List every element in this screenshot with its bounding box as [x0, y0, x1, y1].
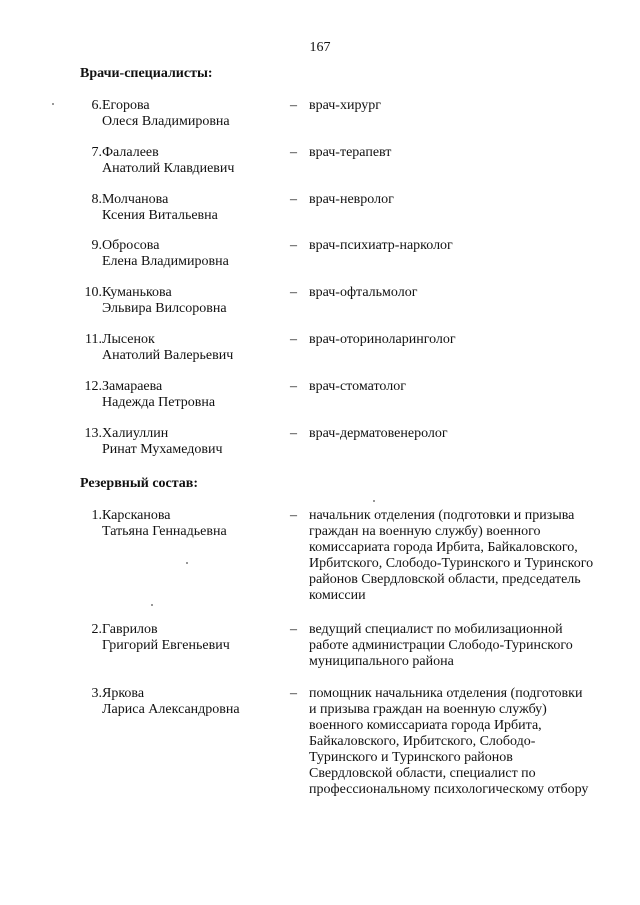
role-text: врач-стоматолог — [309, 379, 406, 394]
dash: – — [290, 622, 297, 637]
role-text: помощник начальника отделения (подготовки и призыва граждан на военную службу) военного комиссариата города Ирбита, Байкаловского, Ирбитского, Слободо- Туринского и Туринского районов Свердловской области, специалист по профессиональному психологическому отбору — [309, 686, 589, 797]
role-text: врач-психиатр-нарколог — [309, 238, 453, 253]
role-text: ведущий специалист по мобилизационной работе администрации Слободо-Туринского муниципального района — [309, 622, 573, 669]
role-text: врач-терапевт — [309, 145, 392, 160]
item-number: 6. — [91, 98, 102, 113]
role-text: врач-оториноларинголог — [309, 332, 456, 347]
scan-speck — [151, 604, 153, 606]
person-name: Лысенок Анатолий Валерьевич — [102, 332, 234, 363]
dash: – — [290, 379, 297, 394]
item-number: 3. — [91, 686, 102, 701]
dash: – — [290, 145, 297, 160]
person-name: Карсканова Татьяна Геннадьевна — [102, 508, 227, 539]
person-name: Халиуллин Ринат Мухамедович — [102, 426, 223, 457]
item-number: 10. — [84, 285, 102, 300]
item-number: 13. — [84, 426, 102, 441]
person-name: Яркова Лариса Александровна — [102, 686, 240, 717]
scan-speck — [373, 500, 375, 502]
section-heading-reserve: Резервный состав: — [80, 476, 199, 491]
item-number: 12. — [84, 379, 102, 394]
dash: – — [290, 508, 297, 523]
person-name: Фалалеев Анатолий Клавдиевич — [102, 145, 235, 176]
person-name: Гаврилов Григорий Евгеньевич — [102, 622, 230, 653]
scan-speck — [186, 562, 188, 564]
dash: – — [290, 98, 297, 113]
person-name: Молчанова Ксения Витальевна — [102, 192, 218, 223]
item-number: 11. — [85, 332, 102, 347]
dash: – — [290, 192, 297, 207]
item-number: 1. — [91, 508, 102, 523]
section-heading-doctors: Врачи-специалисты: — [80, 66, 213, 81]
scan-speck — [52, 103, 54, 105]
dash: – — [290, 332, 297, 347]
dash: – — [290, 686, 297, 701]
person-name: Обросова Елена Владимировна — [102, 238, 229, 269]
role-text: врач-дерматовенеролог — [309, 426, 448, 441]
role-text: врач-хирург — [309, 98, 382, 113]
role-text: врач-офтальмолог — [309, 285, 418, 300]
item-number: 8. — [91, 192, 102, 207]
person-name: Егорова Олеся Владимировна — [102, 98, 230, 129]
dash: – — [290, 426, 297, 441]
item-number: 9. — [91, 238, 102, 253]
dash: – — [290, 238, 297, 253]
role-text: врач-невролог — [309, 192, 394, 207]
role-text: начальник отделения (подготовки и призыва граждан на военную службу) военного комиссариата города Ирбита, Байкаловского, Ирбитского, Слободо-Туринского и Туринского районов Свердловской области, председатель комиссии — [309, 508, 594, 603]
person-name: Замараева Надежда Петровна — [102, 379, 216, 410]
dash: – — [290, 285, 297, 300]
page-number: 167 — [309, 40, 331, 55]
item-number: 2. — [91, 622, 102, 637]
item-number: 7. — [91, 145, 102, 160]
person-name: Куманькова Эльвира Вилсоровна — [102, 285, 227, 316]
